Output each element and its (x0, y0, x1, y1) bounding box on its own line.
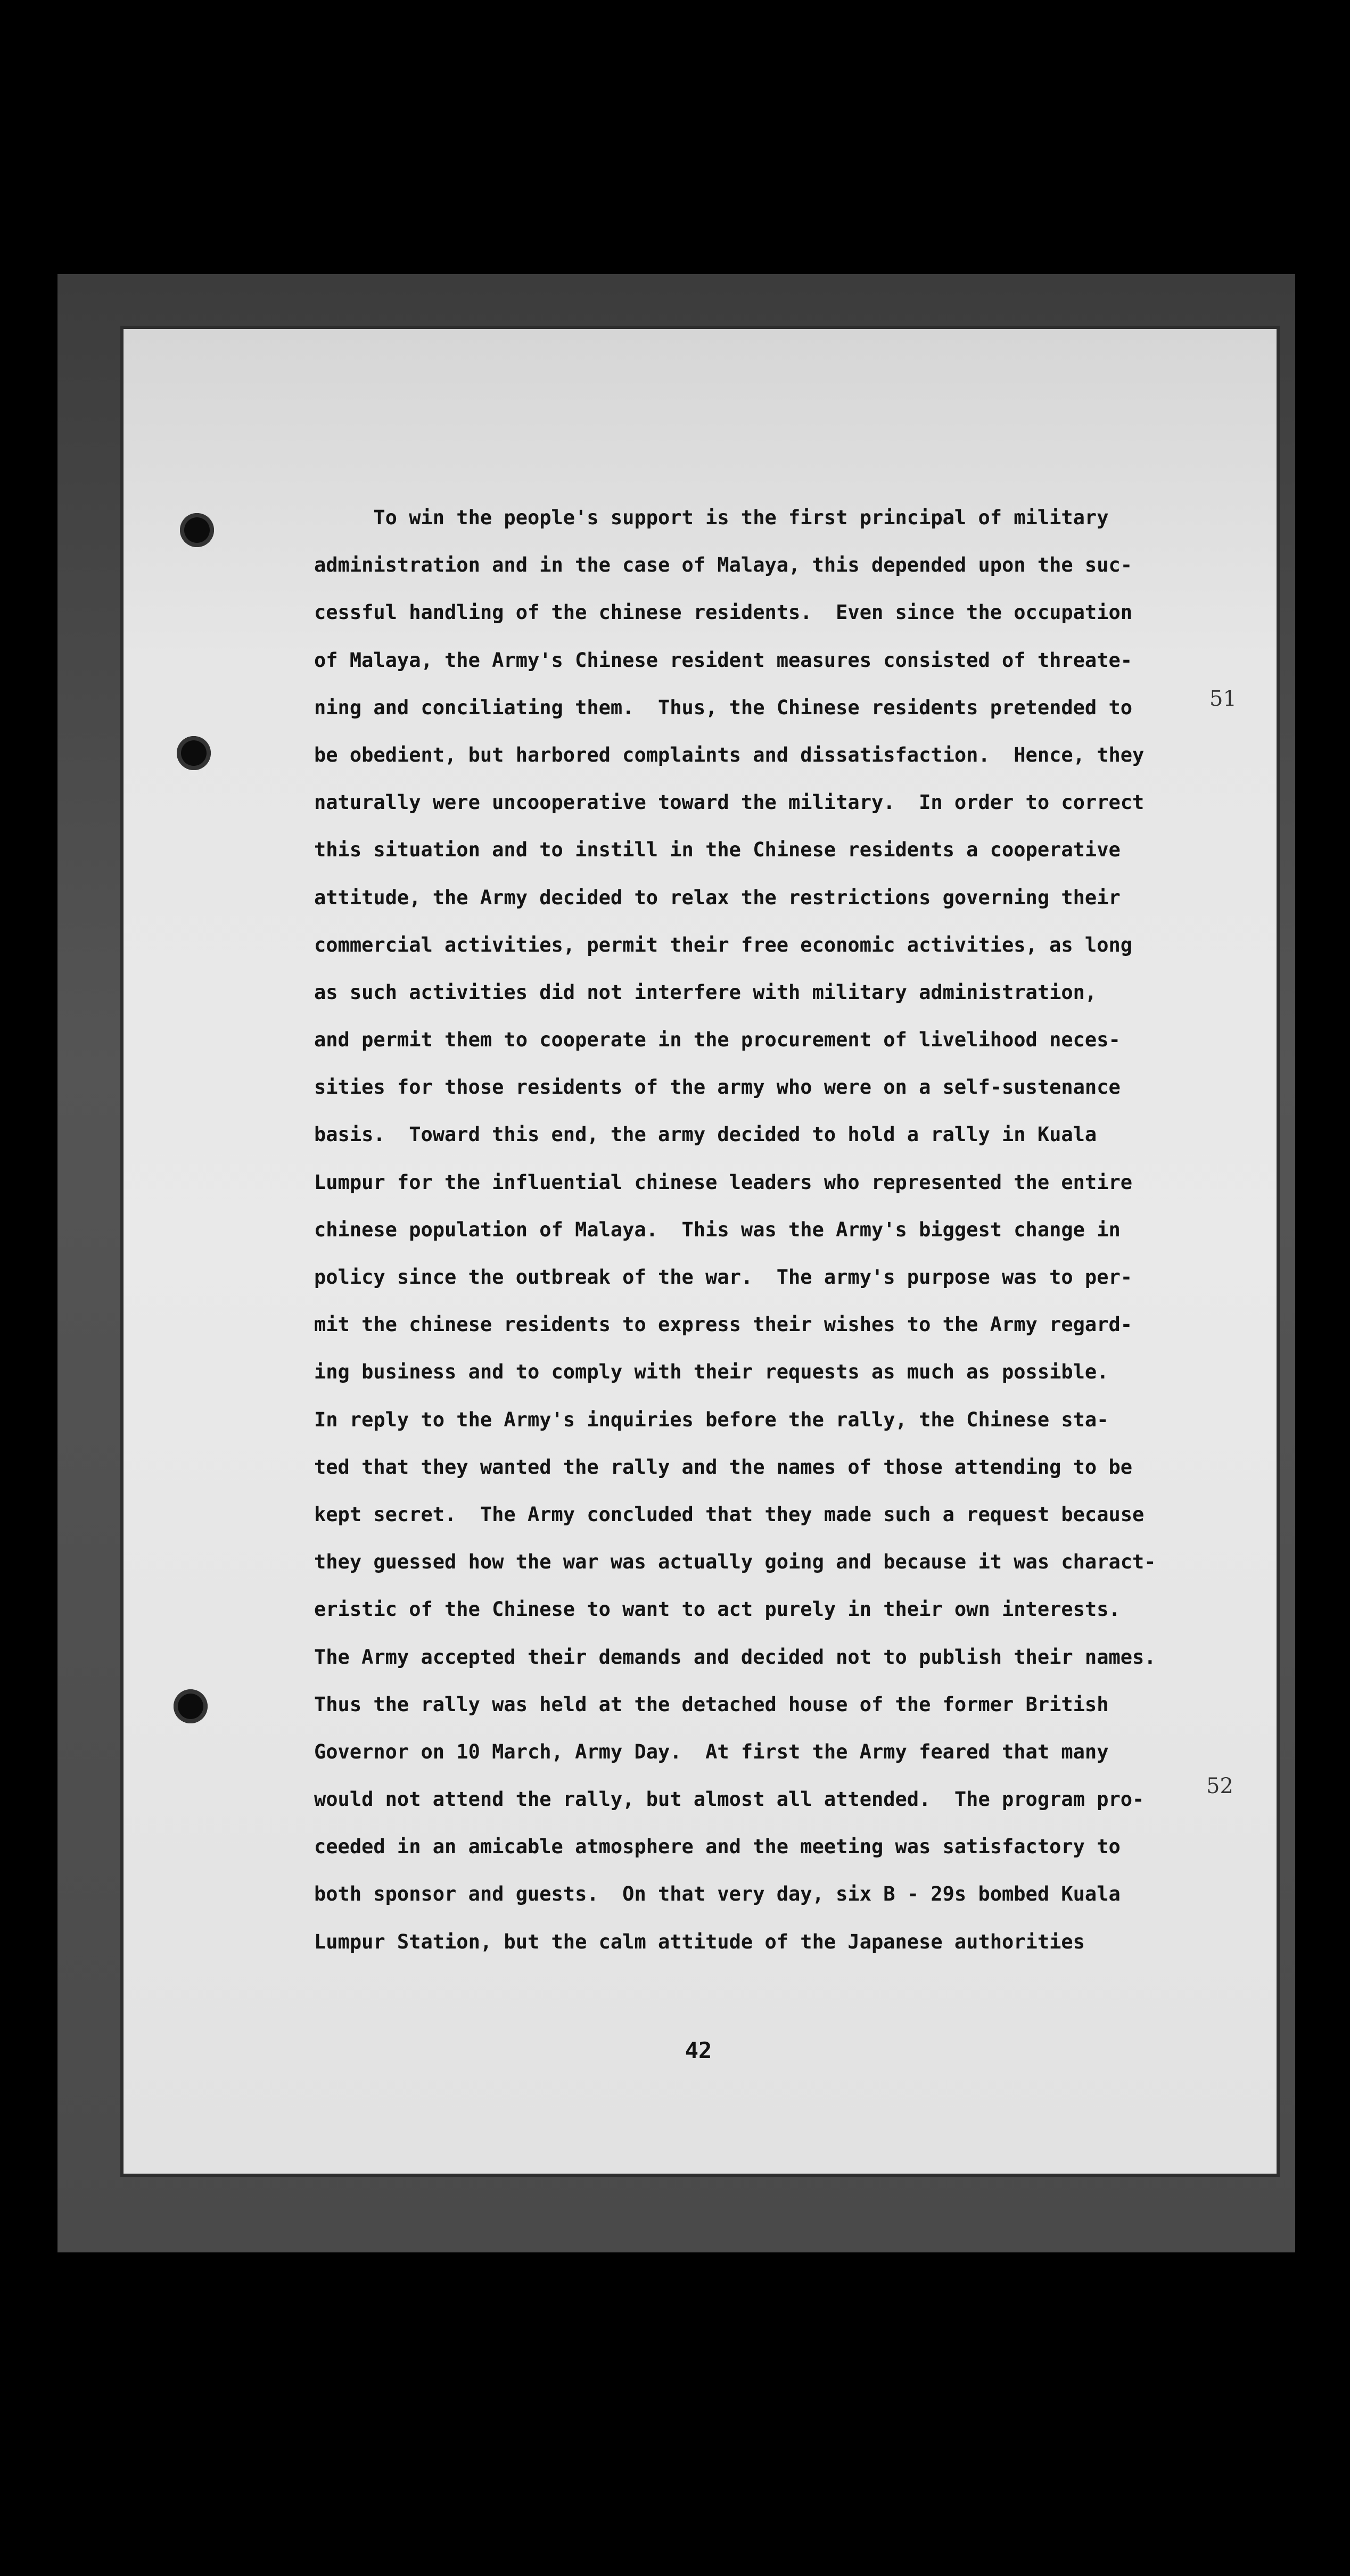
text-line: chinese population of Malaya. This was the Army's biggest change in (314, 1218, 1121, 1241)
punch-hole-top (180, 513, 214, 547)
page-number: 42 (685, 2037, 712, 2063)
text-line: cessful handling of the chinese residents. Even since the occupation (314, 601, 1133, 624)
text-line: In reply to the Army's inquiries before the rally, the Chinese sta- (314, 1408, 1109, 1431)
text-line: of Malaya, the Army's Chinese resident measures consisted of threate- (314, 648, 1133, 672)
text-line: this situation and to instill in the Chinese residents a cooperative (314, 838, 1121, 862)
text-line: ted that they wanted the rally and the names of those attending to be (314, 1455, 1133, 1479)
text-line: Lumpur for the influential chinese leaders who represented the entire (314, 1170, 1133, 1194)
text-line: ceeded in an amicable atmosphere and the meeting was satisfactory to (314, 1835, 1121, 1859)
punch-hole-middle (177, 736, 211, 770)
text-line: eristic of the Chinese to want to act purely in their own interests. (314, 1598, 1121, 1621)
text-line: Thus the rally was held at the detached house of the former British (314, 1692, 1109, 1716)
body-text (314, 494, 1299, 1966)
text-line: To win the people's support is the first principal of military (314, 506, 1109, 529)
text-line: Lumpur Station, but the calm attitude of the Japanese authorities (314, 1930, 1085, 1953)
text-line: ing business and to comply with their requests as much as possible. (314, 1360, 1109, 1384)
punch-hole-bottom (174, 1689, 208, 1723)
text-line: be obedient, but harbored complaints and dissatisfaction. Hence, they (314, 743, 1145, 766)
text-line: kept secret. The Army concluded that they made such a request because (314, 1502, 1145, 1526)
text-line: The Army accepted their demands and decided not to publish their names. (314, 1645, 1156, 1669)
margin-number-51: 51 (1209, 687, 1237, 711)
text-line: mit the chinese residents to express their wishes to the Army regard- (314, 1313, 1133, 1336)
text-line: administration and in the case of Malaya, this depended upon the suc- (314, 554, 1133, 577)
text-line: ning and conciliating them. Thus, the Chinese residents pretended to (314, 696, 1133, 719)
text-line: naturally were uncooperative toward the military. In order to correct (314, 791, 1145, 814)
margin-number-52: 52 (1206, 1774, 1233, 1798)
text-line: commercial activities, permit their free economic activities, as long (314, 933, 1133, 956)
text-line: both sponsor and guests. On that very day, six B - 29s bombed Kuala (314, 1883, 1121, 1906)
text-line: would not attend the rally, but almost all attended. The program pro- (314, 1788, 1145, 1811)
text-line: policy since the outbreak of the war. The army's purpose was to per- (314, 1266, 1133, 1289)
text-line: as such activities did not interfere with military administration, (314, 980, 1097, 1004)
text-line: attitude, the Army decided to relax the restrictions governing their (314, 886, 1121, 909)
text-line: basis. Toward this end, the army decided to hold a rally in Kuala (314, 1123, 1097, 1146)
document-page (124, 329, 1277, 2174)
text-line: Governor on 10 March, Army Day. At first the Army feared that many (314, 1740, 1109, 1763)
text-line: they guessed how the war was actually going and because it was charact- (314, 1550, 1156, 1574)
text-line: sities for those residents of the army who were on a self-sustenance (314, 1076, 1121, 1099)
text-line: and permit them to cooperate in the procurement of livelihood neces- (314, 1028, 1121, 1052)
